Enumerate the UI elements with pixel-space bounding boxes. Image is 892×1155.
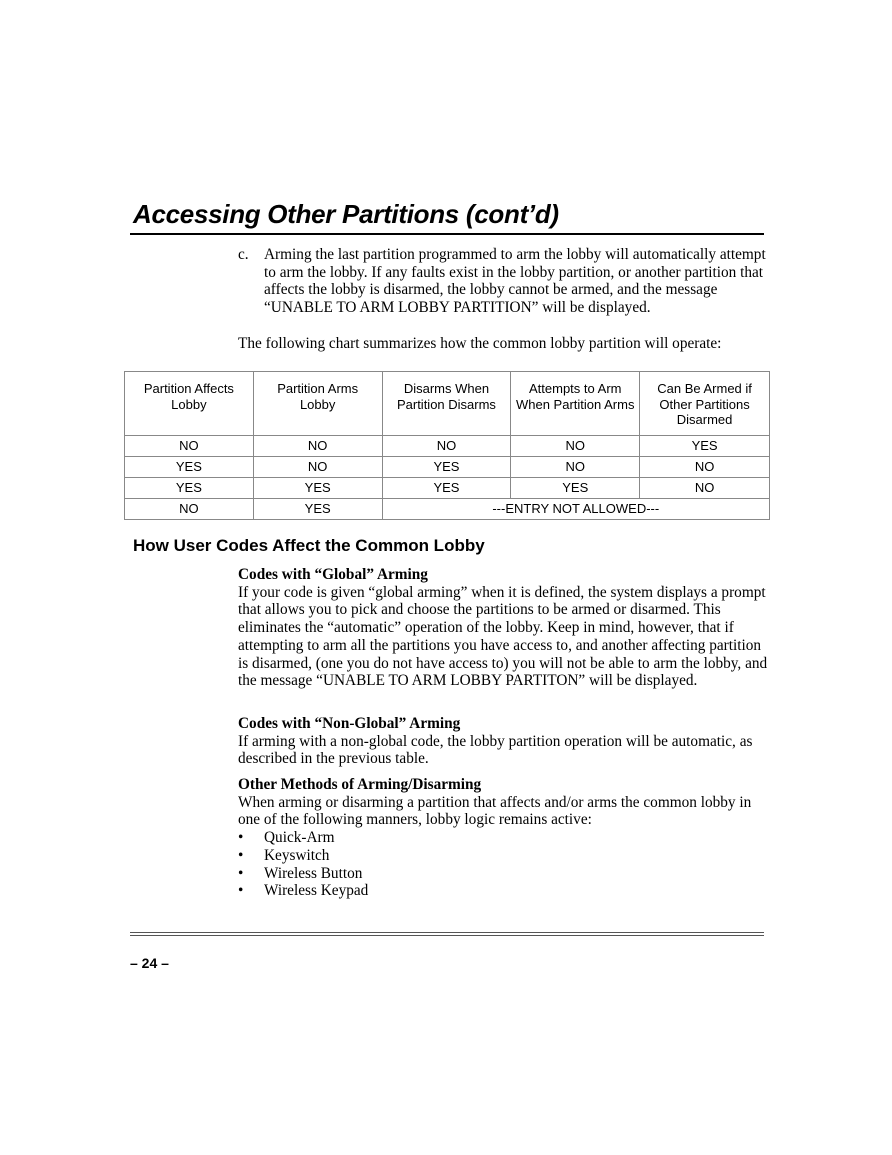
table-cell: NO <box>253 436 382 457</box>
list-item <box>238 882 768 900</box>
list-item-c <box>238 246 768 317</box>
bullet-icon: • <box>238 829 244 847</box>
bullet-icon: • <box>238 864 244 882</box>
table-cell: NO <box>511 457 640 478</box>
non-global-arming-text: If arming with a non-global code, the lobby partition operation will be automatic, as described in the previous table. <box>238 732 753 768</box>
table-cell: NO <box>125 499 254 520</box>
section-heading: How User Codes Affect the Common Lobby <box>133 536 485 555</box>
methods-list <box>238 829 768 900</box>
table-cell: NO <box>125 436 254 457</box>
list-item <box>238 829 768 847</box>
global-arming-block <box>238 566 768 690</box>
other-methods-block <box>238 776 768 900</box>
list-item-text: Arming the last partition programmed to arm the lobby will automatically attempt to arm the lobby. If any faults exist in the lobby partition, or another partition that affects the lobby is disarmed, the lobby cannot be armed, and the message “UNABLE TO ARM LOBBY PARTITION” will be displayed. <box>264 246 766 317</box>
table-cell: YES <box>511 478 640 499</box>
method-label: Keyswitch <box>264 846 330 864</box>
column-header: Attempts to Arm When Partition Arms <box>511 372 640 436</box>
table-cell: YES <box>253 499 382 520</box>
table-cell: NO <box>640 478 770 499</box>
table-cell: YES <box>640 436 770 457</box>
bullet-icon: • <box>238 882 244 900</box>
page-title: Accessing Other Partitions (cont’d) <box>133 199 559 229</box>
table-cell: NO <box>253 457 382 478</box>
entry-not-allowed-cell: ---ENTRY NOT ALLOWED--- <box>382 499 769 520</box>
column-header: Can Be Armed if Other Partitions Disarmed <box>640 372 770 436</box>
table-row <box>125 499 770 520</box>
footer-rule <box>130 932 764 936</box>
table-cell: NO <box>640 457 770 478</box>
table-cell: YES <box>382 478 511 499</box>
subheading-non-global-arming: Codes with “Non-Global” Arming <box>238 715 461 732</box>
table-header-row <box>125 372 770 436</box>
table-cell: YES <box>125 457 254 478</box>
method-label: Wireless Button <box>264 864 363 882</box>
column-header: Partition Affects Lobby <box>125 372 254 436</box>
non-global-arming-block <box>238 715 768 768</box>
table-cell: NO <box>511 436 640 457</box>
title-underline <box>130 233 764 235</box>
list-marker: c. <box>238 246 249 263</box>
column-header: Disarms When Partition Disarms <box>382 372 511 436</box>
table-cell: YES <box>253 478 382 499</box>
chart-intro-text: The following chart summarizes how the common lobby partition will operate: <box>238 335 722 352</box>
table-row <box>125 436 770 457</box>
table-row <box>125 457 770 478</box>
table-cell: NO <box>382 436 511 457</box>
subheading-other-methods: Other Methods of Arming/Disarming <box>238 776 482 793</box>
lobby-summary-table <box>124 371 770 520</box>
table-cell: YES <box>382 457 511 478</box>
other-methods-text: When arming or disarming a partition that affects and/or arms the common lobby in one of the following manners, lobby logic remains active: <box>238 793 752 829</box>
bullet-icon: • <box>238 846 244 864</box>
list-item <box>238 847 768 865</box>
method-label: Wireless Keypad <box>264 882 369 900</box>
table-cell: YES <box>125 478 254 499</box>
column-header: Partition Arms Lobby <box>253 372 382 436</box>
page-number: – 24 – <box>130 955 169 971</box>
list-item <box>238 865 768 883</box>
method-label: Quick-Arm <box>264 829 335 847</box>
table-row <box>125 478 770 499</box>
subheading-global-arming: Codes with “Global” Arming <box>238 566 428 583</box>
global-arming-text: If your code is given “global arming” when it is defined, the system displays a prompt that allows you to pick and choose the partitions to be armed or disarmed. This eliminates the “automatic” operation of the lobby. Keep in mind, however, that if attempting to arm all the partitions you have access to, and another affecting partition is disarmed, (one you do not have access to) you will not be able to arm the lobby, and the message “UNABLE TO ARM LOBBY PARTITON” will be displayed. <box>238 583 768 690</box>
